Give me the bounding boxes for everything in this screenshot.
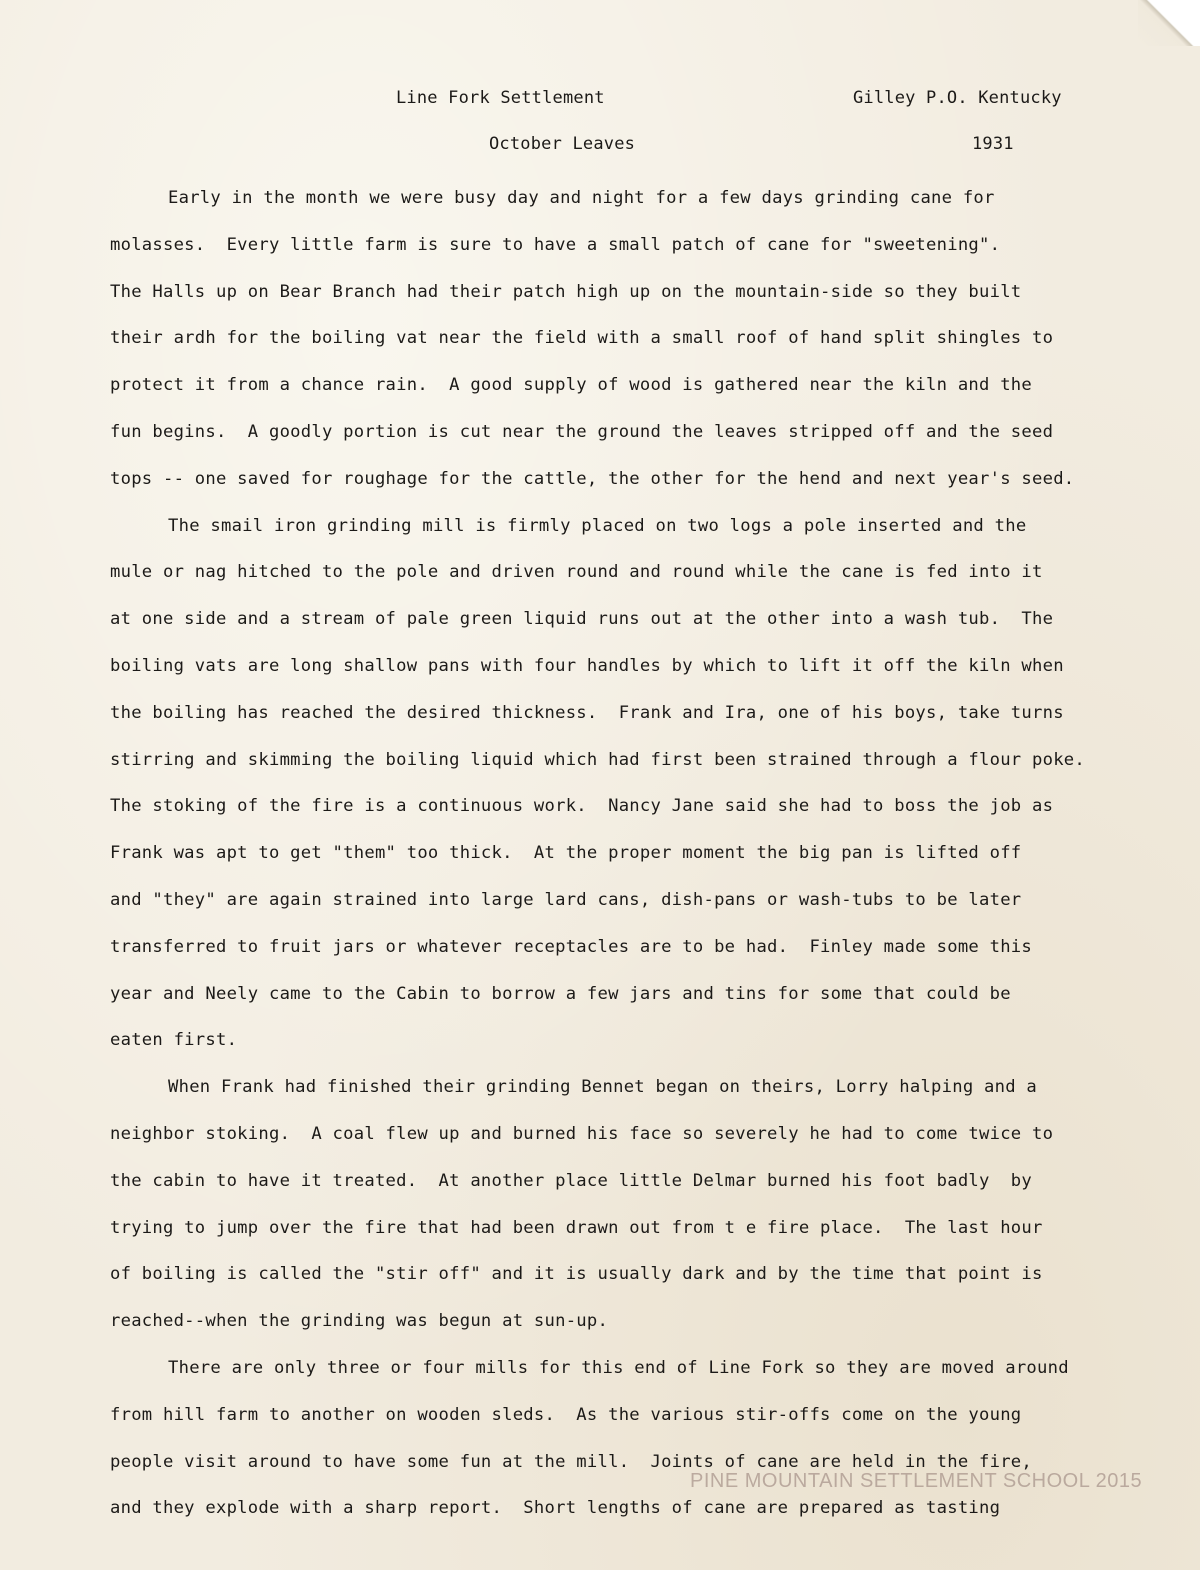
text-line: eaten first. [110, 1030, 238, 1051]
text-line: trying to jump over the fire that had been drawn out from t e fire place. The last hour [110, 1217, 1043, 1238]
text-line: boiling vats are long shallow pans with four handles by which to lift it off the kiln when [110, 655, 1064, 676]
text-line: stirring and skimming the boiling liquid which had first been strained through a flour poke. [110, 749, 1085, 770]
text-line: protect it from a chance rain. A good supply of wood is gathered near the kiln and the [110, 375, 1033, 396]
folded-corner [1138, 0, 1200, 46]
letter-title: October Leaves [489, 134, 636, 154]
text-line: transferred to fruit jars or whatever receptacles are to be had. Finley made some this [110, 936, 1033, 957]
text-line: the cabin to have it treated. At another place little Delmar burned his foot badly by [110, 1170, 1033, 1191]
text-line: of boiling is called the "stir off" and it is usually dark and by the time that point is [110, 1264, 1043, 1285]
text-line: from hill farm to another on wooden sleds. As the various stir-offs come on the young [110, 1404, 1022, 1425]
text-line: fun begins. A goodly portion is cut near the ground the leaves stripped off and the seed [110, 421, 1054, 442]
text-line: When Frank had finished their grinding Bennet began on theirs, Lorry halping and a [168, 1077, 1038, 1098]
text-line: year and Neely came to the Cabin to borrow a few jars and tins for some that could be [110, 983, 1011, 1004]
letter-year: 1931 [972, 134, 1014, 154]
header-post-office: Gilley P.O. Kentucky [853, 88, 1062, 108]
letter-body [110, 175, 1180, 1532]
text-line: The stoking of the fire is a continuous work. Nancy Jane said she had to boss the job as [110, 796, 1054, 817]
text-line: The smail iron grinding mill is firmly placed on two logs a pole inserted and the [168, 515, 1027, 536]
text-line: mule or nag hitched to the pole and driven round and round while the cane is fed into it [110, 562, 1043, 583]
text-line: people visit around to have some fun at the mill. Joints of cane are held in the fire, [110, 1451, 1033, 1472]
text-line: There are only three or four mills for this end of Line Fork so they are moved around [168, 1357, 1069, 1378]
text-line: The Halls up on Bear Branch had their patch high up on the mountain-side so they built [110, 281, 1022, 302]
text-line: reached--when the grinding was begun at sun-up. [110, 1311, 609, 1332]
text-line: their ardh for the boiling vat near the field with a small roof of hand split shingles to [110, 328, 1054, 349]
archive-watermark: PINE MOUNTAIN SETTLEMENT SCHOOL 2015 [690, 1470, 1143, 1492]
text-line: at one side and a stream of pale green liquid runs out at the other into a wash tub. The [110, 609, 1054, 630]
text-line: Frank was apt to get "them" too thick. At the proper moment the big pan is lifted off [110, 843, 1022, 864]
header-settlement-name: Line Fork Settlement [396, 88, 605, 108]
text-line: neighbor stoking. A coal flew up and burned his face so severely he had to come twice to [110, 1123, 1054, 1144]
text-line: and they explode with a sharp report. Short lengths of cane are prepared as tasting [110, 1498, 1001, 1519]
text-line: Early in the month we were busy day and night for a few days grinding cane for [168, 188, 995, 208]
text-line: the boiling has reached the desired thickness. Frank and Ira, one of his boys, take turns [110, 702, 1064, 723]
text-line: and "they" are again strained into large lard cans, dish-pans or wash-tubs to be later [110, 889, 1022, 910]
text-line: molasses. Every little farm is sure to have a small patch of cane for "sweetening". [110, 234, 1001, 255]
text-line: tops -- one saved for roughage for the cattle, the other for the hend and next year's seed. [110, 468, 1075, 489]
